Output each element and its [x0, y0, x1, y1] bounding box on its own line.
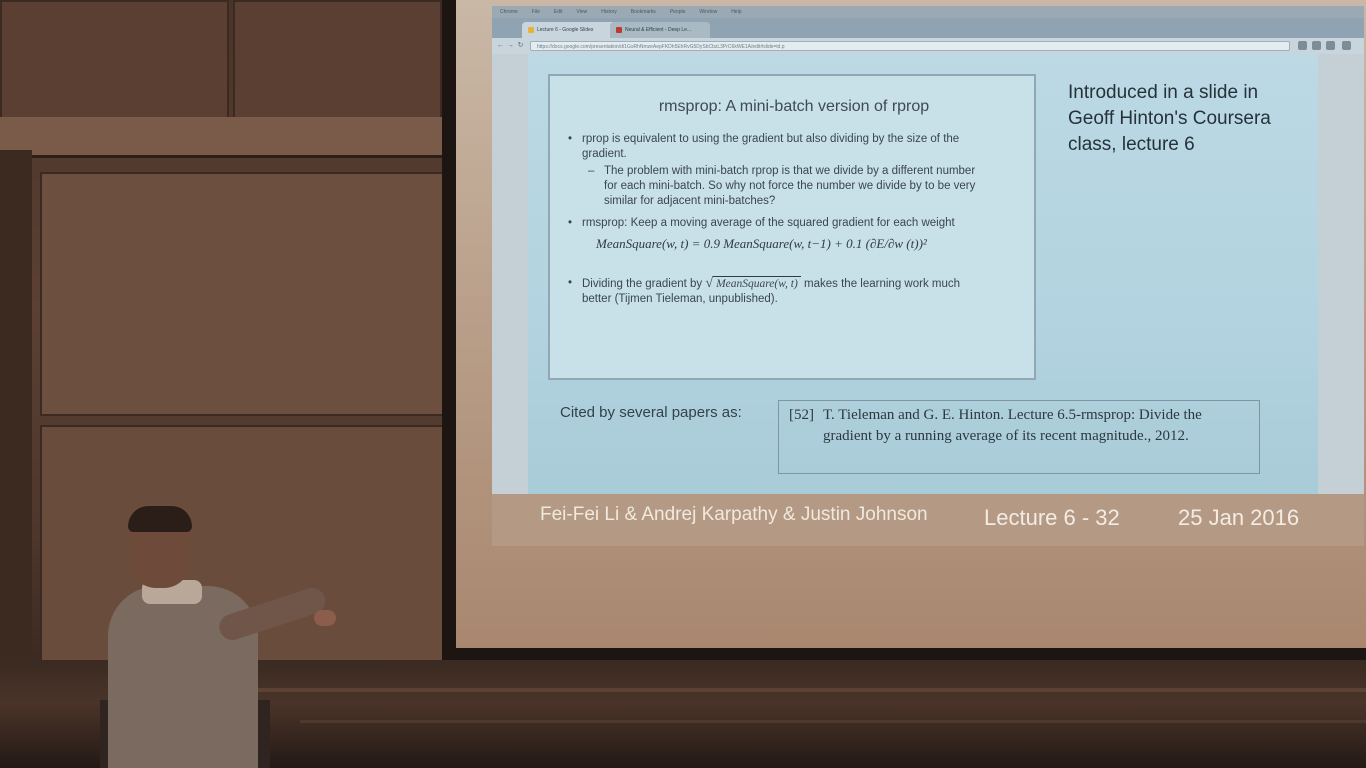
citation-text: T. Tieleman and G. E. Hinton. Lecture 6.5-rmsprop: Divide the gradient by a running average of its recent magnitude., 2012. [823, 407, 1202, 444]
projected-browser-window [492, 6, 1364, 546]
bullet-dot: • [568, 133, 573, 145]
sqrt-formula: MeanSquare(w, t) [713, 276, 801, 293]
footer-lecture: Lecture 6 - 32 [984, 505, 1120, 530]
lecturer-hair [128, 506, 192, 532]
lecturer-hand [314, 610, 336, 626]
slides-icon [528, 27, 534, 33]
menu-item[interactable]: View [576, 9, 588, 15]
sub-bullet-dash: – [588, 165, 595, 177]
url-input[interactable]: https://docs.google.com/presentation/d/1GsRhNmzeAepFKDh5EhRvG5DySbCbzL3PrC6kWE1A/edit#slide=id.p [530, 41, 1290, 51]
slide-title: rmsprop: A mini-batch version of rprop [658, 98, 930, 115]
citation-number: [52] [789, 407, 814, 423]
tab-google-slides[interactable] [522, 22, 622, 38]
sub-bullet-text: for each mini-batch. So why not force the number we divide by to be very [604, 180, 976, 192]
citation-box [778, 400, 1260, 474]
sqrt-icon: √ [705, 276, 714, 291]
bullet-text-line [582, 276, 960, 293]
footer-date: 25 Jan 2016 [1178, 505, 1300, 530]
bullet-text: rprop is equivalent to using the gradient but also dividing by the size of the [582, 133, 960, 145]
slide-footer [492, 494, 1364, 546]
menu-icon[interactable] [1342, 41, 1351, 50]
bullet-text: Dividing the gradient by [582, 278, 703, 290]
wall-panel [40, 172, 444, 416]
menu-item[interactable]: History [601, 9, 617, 15]
tab-bar [492, 18, 1364, 38]
bookmark-icon[interactable] [1298, 41, 1307, 50]
bullet-dot: • [568, 277, 573, 289]
menu-item[interactable]: Window [699, 9, 718, 15]
slide-page [528, 54, 1318, 500]
wall-ledge [0, 117, 442, 158]
profile-icon[interactable] [1326, 41, 1335, 50]
bullet-text: rmsprop: Keep a moving average of the squared gradient for each weight [582, 217, 955, 229]
menu-item[interactable]: Edit [553, 9, 563, 15]
side-note: Introduced in a slide in Geoff Hinton's Coursera class, lecture 6 [1068, 82, 1271, 155]
lecturer [100, 500, 340, 768]
back-icon[interactable]: ← [497, 42, 504, 49]
stage-edge [300, 720, 1366, 723]
bullet-dot: • [568, 217, 573, 229]
address-bar [492, 38, 1364, 54]
tab-label: Neural & Efficient - Deep Le... [625, 27, 692, 33]
menu-item[interactable]: Bookmarks [630, 9, 656, 15]
reload-icon[interactable]: ↻ [517, 42, 524, 49]
rmsprop-formula: MeanSquare(w, t) = 0.9 MeanSquare(w, t−1) + 0.1 (∂E/∂w (t))² [596, 236, 927, 251]
menu-bar [492, 6, 1364, 18]
menu-item[interactable]: File [531, 9, 540, 15]
cited-label: Cited by several papers as: [560, 404, 742, 421]
sub-bullet-text: The problem with mini-batch rprop is that we divide by a different number [604, 165, 976, 177]
menu-item[interactable]: People [669, 9, 686, 15]
wall-panel [0, 0, 229, 119]
wall-panel [233, 0, 442, 119]
footer-authors: Fei-Fei Li & Andrej Karpathy & Justin Johnson [540, 504, 928, 525]
stage-edge [250, 688, 1366, 692]
menu-item[interactable]: Help [731, 9, 742, 15]
bullet-text: better (Tijmen Tieleman, unpublished). [582, 293, 778, 305]
site-icon [616, 27, 622, 33]
bullet-text: gradient. [582, 148, 627, 160]
bullet-text: makes the learning work much [804, 278, 961, 290]
menu-item[interactable]: Chrome [500, 9, 518, 15]
tab-second[interactable] [610, 22, 710, 38]
extension-icon[interactable] [1312, 41, 1321, 50]
tab-label: Lecture 6 - Google Slides [537, 27, 594, 33]
sub-bullet-text: similar for adjacent mini-batches? [604, 195, 776, 207]
forward-icon[interactable]: → [507, 42, 514, 49]
embedded-slide [548, 74, 1036, 380]
